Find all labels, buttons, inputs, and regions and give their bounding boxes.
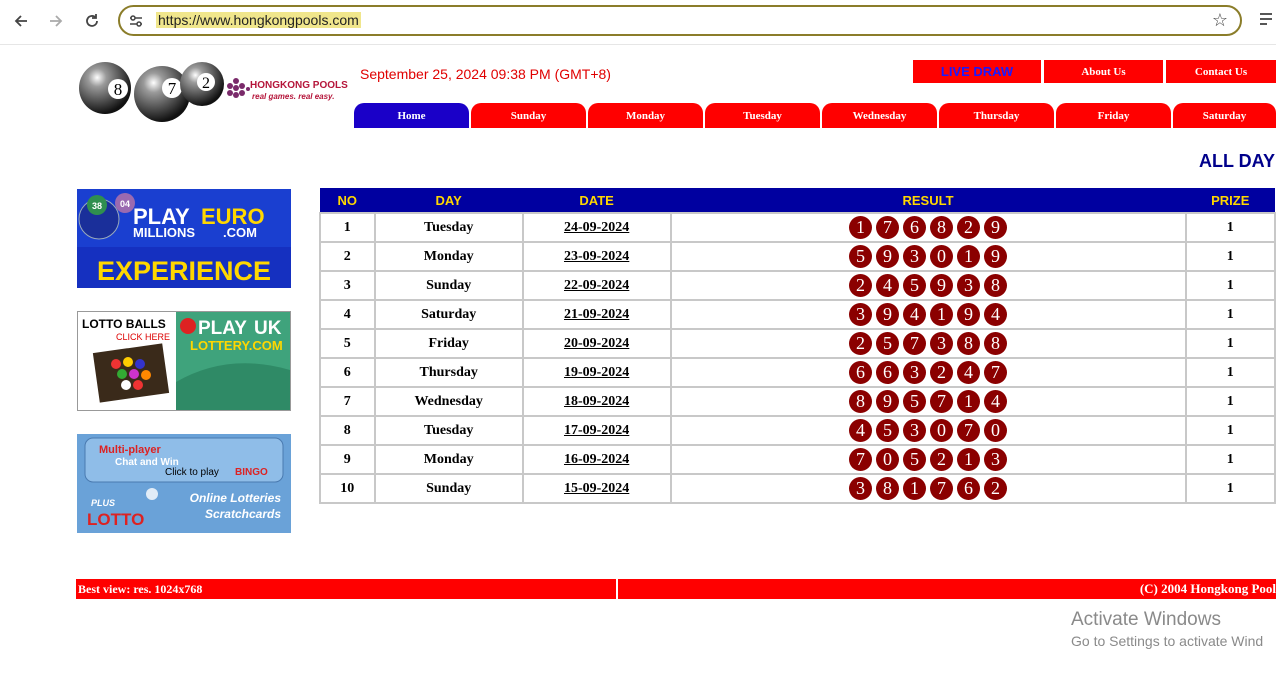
euro-banner-play: PLAY <box>133 204 190 229</box>
cell-day: Tuesday <box>375 416 523 445</box>
uk-banner-lottery-com: LOTTERY.COM <box>190 338 283 353</box>
result-ball: 9 <box>876 390 899 413</box>
cell-no: 5 <box>320 329 375 358</box>
result-ball: 5 <box>849 245 872 268</box>
result-ball: 2 <box>930 361 953 384</box>
table-row <box>320 445 1275 474</box>
result-ball: 1 <box>849 216 872 239</box>
cell-day: Saturday <box>375 300 523 329</box>
plus-banner-scratchcards: Scratchcards <box>204 507 281 521</box>
cell-prize: 1 <box>1186 474 1275 503</box>
cell-day: Thursday <box>375 358 523 387</box>
column-header-no: NO <box>320 188 375 213</box>
result-ball: 9 <box>876 303 899 326</box>
result-ball: 0 <box>930 419 953 442</box>
result-ball: 1 <box>903 477 926 500</box>
banner-ball-number: 04 <box>119 199 131 209</box>
brand-tagline: real games. real easy. <box>252 92 335 101</box>
cell-result <box>671 416 1186 445</box>
back-arrow-icon[interactable] <box>9 9 33 33</box>
result-ball: 3 <box>849 477 872 500</box>
result-ball: 7 <box>903 332 926 355</box>
cell-date <box>523 416 671 445</box>
date-link[interactable]: 18-09-2024 <box>563 393 630 409</box>
result-ball: 4 <box>984 303 1007 326</box>
cell-day: Sunday <box>375 474 523 503</box>
plus-banner-click-to-play: Click to play <box>165 467 219 478</box>
result-ball: 2 <box>849 332 872 355</box>
logo-balls <box>78 58 224 128</box>
cell-date <box>523 358 671 387</box>
cell-date <box>523 271 671 300</box>
result-ball: 8 <box>849 390 872 413</box>
cell-date <box>523 300 671 329</box>
result-ball: 6 <box>876 361 899 384</box>
result-ball: 2 <box>984 477 1007 500</box>
table-row <box>320 300 1275 329</box>
column-header-result: RESULT <box>671 188 1186 213</box>
result-ball: 6 <box>903 216 926 239</box>
result-ball: 3 <box>957 274 980 297</box>
date-link[interactable]: 22-09-2024 <box>563 277 630 293</box>
date-link[interactable]: 23-09-2024 <box>563 248 630 264</box>
cell-date <box>523 329 671 358</box>
date-link[interactable]: 20-09-2024 <box>563 335 630 351</box>
results-table <box>319 188 1276 504</box>
result-ball: 4 <box>903 303 926 326</box>
result-ball: 4 <box>957 361 980 384</box>
reload-icon[interactable] <box>80 9 104 33</box>
cell-no: 7 <box>320 387 375 416</box>
url-text[interactable]: https://www.hongkongpools.com <box>158 12 359 28</box>
browser-toolbar <box>0 0 1276 45</box>
cell-date <box>523 213 671 242</box>
uk-lottery-banner[interactable] <box>77 311 291 411</box>
cell-day: Friday <box>375 329 523 358</box>
date-link[interactable]: 15-09-2024 <box>563 480 630 496</box>
cell-date <box>523 387 671 416</box>
result-ball: 0 <box>876 448 899 471</box>
result-ball: 4 <box>876 274 899 297</box>
cell-day: Monday <box>375 445 523 474</box>
cell-prize: 1 <box>1186 329 1275 358</box>
table-row <box>320 242 1275 271</box>
result-ball: 0 <box>930 245 953 268</box>
site-settings-icon[interactable] <box>128 13 144 29</box>
footer-copyright: (C) 2004 Hongkong Pool <box>618 579 1276 599</box>
cell-date <box>523 445 671 474</box>
table-header-row <box>320 188 1275 213</box>
cell-no: 6 <box>320 358 375 387</box>
cell-no: 3 <box>320 271 375 300</box>
bookmark-star-icon[interactable]: ☆ <box>1211 10 1228 31</box>
uk-banner-uk: UK <box>254 318 282 339</box>
result-ball: 4 <box>849 419 872 442</box>
result-ball: 3 <box>849 303 872 326</box>
cell-no: 8 <box>320 416 375 445</box>
cell-date <box>523 242 671 271</box>
tab-friday[interactable]: Friday <box>1056 103 1171 128</box>
windows-activation-watermark <box>1071 609 1263 649</box>
cell-no: 10 <box>320 474 375 503</box>
cell-result <box>671 358 1186 387</box>
result-ball: 9 <box>984 245 1007 268</box>
result-ball: 7 <box>930 477 953 500</box>
watermark-title: Activate Windows <box>1071 609 1221 630</box>
about-us-link[interactable]: About Us <box>1044 60 1163 83</box>
brand-dots-icon <box>224 74 250 104</box>
table-row <box>320 416 1275 445</box>
plus-banner-chat: Chat and Win <box>115 457 179 468</box>
brand-name: HONGKONG POOLS <box>250 80 348 91</box>
result-ball: 7 <box>984 361 1007 384</box>
table-row <box>320 358 1275 387</box>
result-ball: 8 <box>930 216 953 239</box>
cell-result <box>671 474 1186 503</box>
table-row <box>320 387 1275 416</box>
live-draw-link[interactable]: LIVE DRAW <box>913 60 1041 83</box>
date-link[interactable]: 21-09-2024 <box>563 306 630 322</box>
result-ball: 6 <box>957 477 980 500</box>
tab-tuesday[interactable]: Tuesday <box>705 103 820 128</box>
date-link[interactable]: 16-09-2024 <box>563 451 630 467</box>
cell-prize: 1 <box>1186 358 1275 387</box>
banner-ball-number: 38 <box>91 201 103 211</box>
tab-wednesday[interactable]: Wednesday <box>822 103 937 128</box>
column-header-day: DAY <box>375 188 523 213</box>
cell-prize: 1 <box>1186 387 1275 416</box>
result-ball: 0 <box>984 419 1007 442</box>
tab-monday[interactable]: Monday <box>588 103 703 128</box>
forward-arrow-icon[interactable] <box>44 9 68 33</box>
cell-prize: 1 <box>1186 416 1275 445</box>
footer-best-view: Best view: res. 1024x768 <box>76 579 616 599</box>
result-ball: 2 <box>849 274 872 297</box>
result-ball: 8 <box>957 332 980 355</box>
result-ball: 4 <box>984 390 1007 413</box>
cell-day: Sunday <box>375 271 523 300</box>
result-ball: 3 <box>930 332 953 355</box>
cell-no: 9 <box>320 445 375 474</box>
result-ball: 2 <box>930 448 953 471</box>
cell-prize: 1 <box>1186 213 1275 242</box>
result-ball: 7 <box>876 216 899 239</box>
result-ball: 7 <box>849 448 872 471</box>
result-ball: 5 <box>876 332 899 355</box>
column-header-prize: PRIZE <box>1186 188 1275 213</box>
result-ball: 5 <box>903 390 926 413</box>
result-ball: 9 <box>984 216 1007 239</box>
date-link[interactable]: 24-09-2024 <box>563 219 630 235</box>
watermark-subtitle: Go to Settings to activate Wind <box>1071 633 1264 649</box>
cell-result <box>671 445 1186 474</box>
cell-result <box>671 242 1186 271</box>
cell-day: Tuesday <box>375 213 523 242</box>
tab-home[interactable]: Home <box>354 103 469 128</box>
table-row <box>320 271 1275 300</box>
result-ball: 2 <box>957 216 980 239</box>
result-ball: 7 <box>957 419 980 442</box>
hongkong-pools-logo[interactable] <box>224 72 352 104</box>
euro-banner-experience: EXPERIENCE <box>96 256 272 286</box>
tab-sunday[interactable]: Sunday <box>471 103 586 128</box>
cell-date <box>523 474 671 503</box>
result-ball: 3 <box>903 361 926 384</box>
result-ball: 3 <box>903 245 926 268</box>
result-ball: 8 <box>984 274 1007 297</box>
uk-banner-play: PLAY <box>198 318 247 339</box>
result-ball: 8 <box>876 477 899 500</box>
cell-prize: 1 <box>1186 300 1275 329</box>
cell-no: 1 <box>320 213 375 242</box>
reading-list-icon[interactable] <box>1258 10 1276 28</box>
cell-result <box>671 271 1186 300</box>
cell-prize: 1 <box>1186 242 1275 271</box>
result-ball: 5 <box>903 448 926 471</box>
result-ball: 9 <box>930 274 953 297</box>
column-header-date: DATE <box>523 188 671 213</box>
logo-ball-number: 8 <box>113 80 123 99</box>
result-ball: 8 <box>984 332 1007 355</box>
result-ball: 1 <box>957 245 980 268</box>
result-ball: 9 <box>876 245 899 268</box>
cell-prize: 1 <box>1186 445 1275 474</box>
section-title: ALL DAY <box>1199 151 1276 171</box>
address-bar[interactable] <box>118 5 1242 36</box>
results-body <box>320 213 1275 503</box>
result-ball: 7 <box>930 390 953 413</box>
cell-prize: 1 <box>1186 271 1275 300</box>
table-row <box>320 213 1275 242</box>
result-ball: 1 <box>957 448 980 471</box>
cell-no: 2 <box>320 242 375 271</box>
plus-lotto-banner[interactable] <box>77 434 291 533</box>
date-link[interactable]: 17-09-2024 <box>563 422 630 438</box>
current-datetime: September 25, 2024 09:38 PM (GMT+8) <box>360 66 611 82</box>
euro-millions-banner[interactable] <box>77 189 291 288</box>
result-ball: 9 <box>957 303 980 326</box>
contact-us-link[interactable]: Contact Us <box>1166 60 1276 83</box>
result-ball: 6 <box>849 361 872 384</box>
tab-thursday[interactable]: Thursday <box>939 103 1054 128</box>
euro-banner-com: .COM <box>223 225 257 240</box>
tab-saturday[interactable]: Saturday <box>1173 103 1276 128</box>
result-ball: 3 <box>984 448 1007 471</box>
plus-banner-multiplayer: Multi-player <box>99 444 161 456</box>
plus-banner-bingo: BINGO <box>235 467 268 478</box>
euro-banner-millions: MILLIONS <box>133 225 196 240</box>
result-ball: 3 <box>903 419 926 442</box>
uk-banner-lotto-balls: LOTTO BALLS <box>82 317 166 331</box>
logo-ball-number: 2 <box>202 75 210 92</box>
logo-ball-number: 7 <box>167 79 177 98</box>
result-ball: 5 <box>876 419 899 442</box>
plus-banner-lotto: LOTTO <box>87 510 145 529</box>
cell-result <box>671 329 1186 358</box>
cell-result <box>671 300 1186 329</box>
date-link[interactable]: 19-09-2024 <box>563 364 630 380</box>
uk-banner-click-here: CLICK HERE <box>116 332 171 342</box>
result-ball: 5 <box>903 274 926 297</box>
table-row <box>320 329 1275 358</box>
result-ball: 1 <box>930 303 953 326</box>
cell-day: Monday <box>375 242 523 271</box>
cell-no: 4 <box>320 300 375 329</box>
plus-banner-online-lotteries: Online Lotteries <box>189 491 281 505</box>
plus-banner-plus: PLUS <box>91 498 116 508</box>
cell-result <box>671 387 1186 416</box>
euro-banner-euro: EURO <box>201 204 265 229</box>
cell-result <box>671 213 1186 242</box>
cell-day: Wednesday <box>375 387 523 416</box>
table-row <box>320 474 1275 503</box>
result-ball: 1 <box>957 390 980 413</box>
